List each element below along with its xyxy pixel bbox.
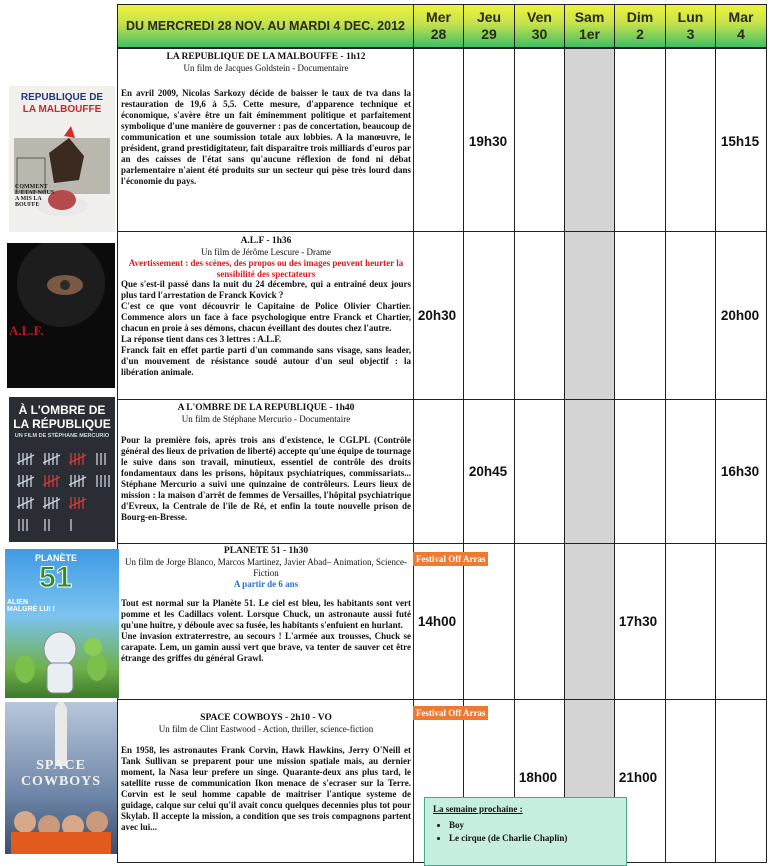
grid-line	[766, 48, 767, 862]
film-description	[121, 598, 411, 664]
grid-line	[665, 48, 666, 862]
showtime[interactable]: 21h00	[618, 770, 658, 785]
film-alf	[117, 236, 414, 398]
film-warning: Avertissement : des scènes, des propos ou des images peuvent heurter la sensibilité des spectateurs	[128, 258, 404, 279]
poster-text: PLANÈTE	[35, 553, 78, 563]
description-line: Une invasion extraterrestre, au secours ! L'armée aux trousses, Chuck se carapate. Lem, un gamin aussi vert que brave, va tenter de sauver cet être étrange des griffes du général Grawl.	[121, 631, 411, 663]
showtime[interactable]: 14h00	[417, 614, 457, 629]
day-name: Ven	[527, 9, 552, 25]
film-age: A partir de 6 ans	[233, 579, 299, 589]
poster-alf	[7, 243, 115, 388]
showtime[interactable]: 18h00	[518, 770, 558, 785]
film-ombre	[117, 403, 414, 543]
film-credit: Un film de Stéphane Mercurio - Documentaire	[181, 414, 351, 424]
day-number: 30	[531, 26, 548, 42]
astronaut-illustration	[5, 619, 119, 698]
film-credit: Un film de Jérôme Lescure - Drame	[201, 247, 331, 257]
film-planete51	[117, 546, 414, 698]
day-number: 1er	[578, 26, 601, 42]
film-malbouffe	[117, 52, 414, 232]
poster-tagline: ALIEN MALGRÉ LUI !	[7, 599, 55, 613]
showtime[interactable]: 16h30	[720, 464, 760, 479]
grid-line	[715, 48, 716, 862]
showtime[interactable]: 15h15	[720, 134, 760, 149]
period-title: DU MERCREDI 28 NOV. AU MARDI 4 DEC. 2012	[125, 19, 405, 33]
poster-tagline: COMMENT L'ÉTAT NOUS A MIS LA BOUFFE	[15, 184, 55, 208]
day-name: Jeu	[476, 9, 502, 25]
description-line: Que s'est-il passé dans la nuit du 24 décembre, qui a entraîné deux jours plus tard l'arrestation de Franck Kovick ?	[121, 279, 411, 300]
grid-line	[564, 48, 565, 862]
showtime[interactable]: 20h45	[468, 464, 508, 479]
day-name: Mer	[426, 9, 451, 25]
poster-title: A.L.F.	[9, 323, 44, 338]
showtime[interactable]: 17h30	[618, 614, 658, 629]
poster-text: REPUBLIQUE DE	[20, 92, 104, 103]
closed-day-column	[565, 49, 614, 862]
poster-space-cowboys	[5, 702, 117, 854]
grid-line	[117, 48, 767, 49]
day-header-dim	[614, 4, 666, 48]
poster-text: À L'OMBRE DE	[18, 403, 106, 417]
day-header-mar	[715, 4, 767, 48]
grid-line	[117, 399, 767, 400]
grid-line	[117, 543, 767, 544]
day-header-ven	[514, 4, 565, 48]
day-name: Lun	[677, 9, 704, 25]
grid-line	[117, 699, 767, 700]
day-number: 29	[481, 26, 497, 42]
poster-text: SPACE	[36, 758, 86, 773]
film-title: A.L.F - 1h36	[240, 236, 292, 246]
tally-marks-illustration	[15, 449, 111, 537]
poster-text: LA RÉPUBLIQUE	[13, 417, 111, 431]
rooster-illustration	[9, 118, 115, 232]
film-space-cowboys	[117, 713, 414, 863]
film-credit: Un film de Jacques Goldstein - Documentaire	[183, 63, 349, 73]
day-header-sam	[564, 4, 615, 48]
film-description: En avril 2009, Nicolas Sarkozy décide de baisser le taux de tva dans la restauration de 19,6 à 5,5. Cette mesure, d'apparence technique et économique, s'avère être un fait éminemment politique et parfaitement symbolique d'une manière de gouverner : pas de concertation, beaucoup de communication et une soumission totale aux lobbies. A la manœuvre, le président, grand prestidigitateur, fait disparaître trois milliards d'euros par an des caisses de l'état sans qu'aucune réflexion de fond ni débat parlementaire n'aient été produits sur un secteur qui pèse très lourd dans l'économie du pays.	[121, 88, 411, 186]
day-name: Mar	[728, 9, 754, 25]
film-title: LA REPUBLIQUE DE LA MALBOUFFE - 1h12	[166, 52, 366, 62]
film-title: A L'OMBRE DE LA REPUBLIQUE - 1h40	[177, 403, 355, 413]
grid-line	[463, 48, 464, 862]
poster-text: LA MALBOUFFE	[22, 104, 102, 115]
day-number: 28	[430, 26, 447, 42]
day-header-jeu	[463, 4, 515, 48]
next-week-title: La semaine prochaine :	[433, 804, 523, 814]
poster-text: COWBOYS	[20, 774, 102, 789]
day-header-mer	[413, 4, 464, 48]
film-description: En 1958, les astronautes Frank Corvin, Hawk Hawkins, Jerry O'Neill et Tank Sullivan se preparent pour une mission spatiale mais, au dernier moment, la Nasa leur prefere un singe. Quarante-deux ans plus tard, le satellite russe de communication Ikon menace de s'ecraser sur la Terre. Corvin est le seul homme capable de maitriser l'antique systeme de guidage, calque sur celui qu'il avait concu quelques decennies plus tot pour Skylab. Il accepte la mission, a condition que ses trois compagnons partent avec lui...	[121, 745, 411, 832]
description-line: Tout est normal sur la Planète 51. Le ciel est bleu, les habitants sont vert pomme et les Cadillacs volent. Lorsque Chuck, un astronaute aussi futé qu'une huître, y déboule avec sa fusée, les habitants s'enfuient en hurlant.	[121, 598, 411, 630]
day-name: Dim	[626, 9, 654, 25]
next-week-item: • Le cirque (de Charlie Chaplin)	[449, 833, 618, 843]
description-line: La réponse tient dans ces 3 lettres : A.L.F.	[121, 334, 282, 344]
festival-badge: Festival Off Arras	[413, 552, 488, 566]
next-week-item: • Boy	[449, 820, 618, 830]
next-week-box	[424, 797, 627, 866]
poster-number: 51	[39, 561, 73, 594]
film-title: SPACE COWBOYS - 2h10 - VO	[200, 713, 332, 723]
film-credit: Un film de Clint Eastwood - Action, thriller, science-fiction	[158, 724, 374, 734]
next-week-list	[433, 820, 618, 843]
showtime[interactable]: 20h00	[720, 308, 760, 323]
film-title: PLANETE 51 - 1h30	[223, 546, 309, 556]
showtime[interactable]: 20h30	[417, 308, 457, 323]
film-description	[121, 279, 411, 378]
description-line: C'est ce que vont découvrir le Capitaine de Police Olivier Chartier. Commence alors un face à face psychologique entre Franck et Chartier, chacun en proie à ses démons, chacun éveillant des doutes chez l'autre.	[121, 301, 411, 333]
film-credit: Un film de Jorge Blanco, Marcos Martinez, Javier Abad– Animation, Science-Fiction	[124, 557, 407, 578]
day-number: 3	[686, 26, 695, 42]
day-number: 4	[737, 26, 745, 42]
grid-line	[614, 48, 615, 862]
poster-credit: UN FILM DE STÉPHANE MERCURIO	[14, 433, 110, 439]
film-description: Pour la première fois, après trois ans d'existence, le CGLPL (Contrôle général des lieux de privation de liberté) accepte qu'une équipe de tournage le suive dans son travail, minutieux, essentiel de contrôle des droits fondamentaux dans les prisons, hôpitaux psychiatriques, commissariats... Stéphane Mercurio a suivi une quinzaine de contrôleurs. Leurs lieux de mission : la maison d'arrêt de femmes de Versailles, l'hôpital psychiatrique d'Evreux, la Centrale de l'île de Ré, et enfin la toute nouvelle prison de Bourg-en-Bresse.	[121, 435, 411, 522]
poster-planete51	[5, 549, 119, 698]
festival-badge: Festival Off Arras	[413, 706, 488, 720]
poster-malbouffe	[9, 86, 115, 232]
grid-line	[514, 48, 515, 862]
mask-illustration	[7, 243, 115, 388]
day-name: Sam	[574, 9, 605, 25]
showtime[interactable]: 19h30	[468, 134, 508, 149]
poster-ombre	[9, 397, 115, 542]
day-header-lun	[665, 4, 716, 48]
day-number: 2	[636, 26, 644, 42]
period-header	[117, 4, 414, 48]
description-line: Franck fait en effet partie parti d'un commando sans visage, sans leader, d'un mouvement de résistance soudé autour d'un seul objectif : la libération animale.	[121, 345, 411, 377]
